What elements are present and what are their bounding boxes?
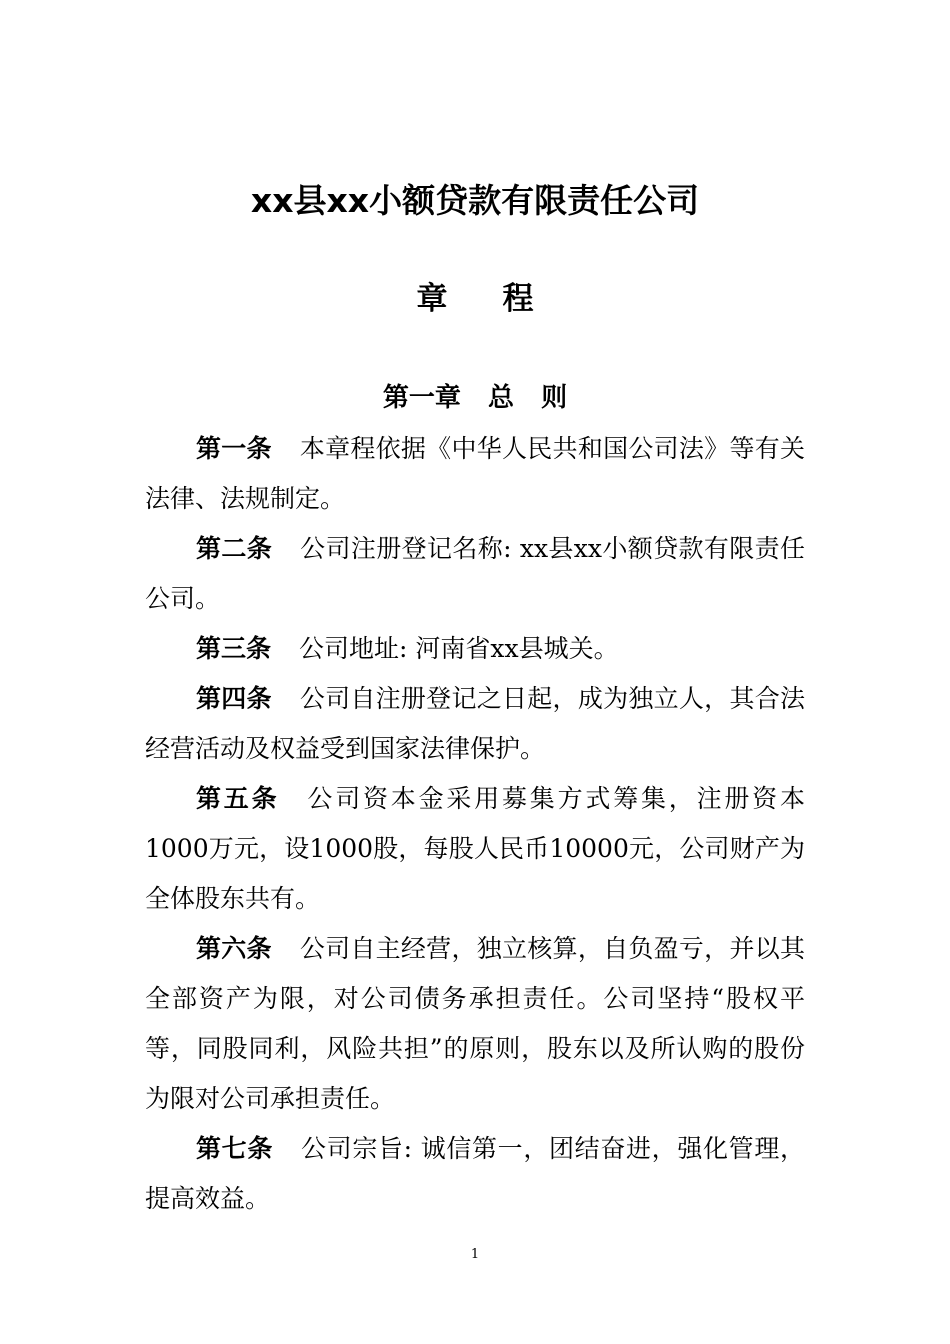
article-text: 公司宗旨: 诚信第一，团结奋进，强化管理，提高效益。 (145, 1134, 805, 1213)
article-text: 公司注册登记名称: xx县xx小额贷款有限责任公司。 (145, 534, 805, 613)
chapter-title: 第一章 总 则 (382, 383, 568, 413)
article-label: 第一条 (196, 434, 272, 463)
article-text: 公司地址: 河南省xx县城关。 (299, 634, 619, 663)
article-6 (145, 924, 805, 1124)
document-subtitle: 章程 (416, 281, 589, 317)
article-text: 本章程依据《中华人民共和国公司法》等有关法律、法规制定。 (145, 434, 805, 513)
article-4 (145, 674, 805, 774)
article-text: 公司资本金采用募集方式筹集，注册资本1000万元，设1000股，每股人民币10000元，公司财产为全体股东共有。 (145, 784, 805, 913)
article-3 (145, 624, 805, 674)
article-label: 第七条 (196, 1134, 273, 1163)
article-label: 第四条 (196, 684, 272, 713)
article-label: 第六条 (196, 934, 272, 963)
article-7 (145, 1124, 805, 1224)
article-label: 第五条 (196, 784, 280, 813)
article-2 (145, 524, 805, 624)
document-title: xx县xx小额贷款有限责任公司 (250, 181, 700, 220)
article-text: 公司自注册登记之日起，成为独立人，其合法经营活动及权益受到国家法律保护。 (145, 684, 805, 763)
page-number: 1 (470, 1247, 480, 1262)
article-text: 公司自主经营，独立核算，自负盈亏，并以其全部资产为限，对公司债务承担责任。公司坚持“股权平等，同股同利，风险共担”的原则，股东以及所认购的股份为限对公司承担责任。 (145, 934, 805, 1113)
article-1 (145, 424, 805, 524)
articles-body (145, 424, 805, 1224)
article-label: 第三条 (196, 634, 272, 663)
article-label: 第二条 (196, 534, 273, 563)
article-5 (145, 774, 805, 924)
